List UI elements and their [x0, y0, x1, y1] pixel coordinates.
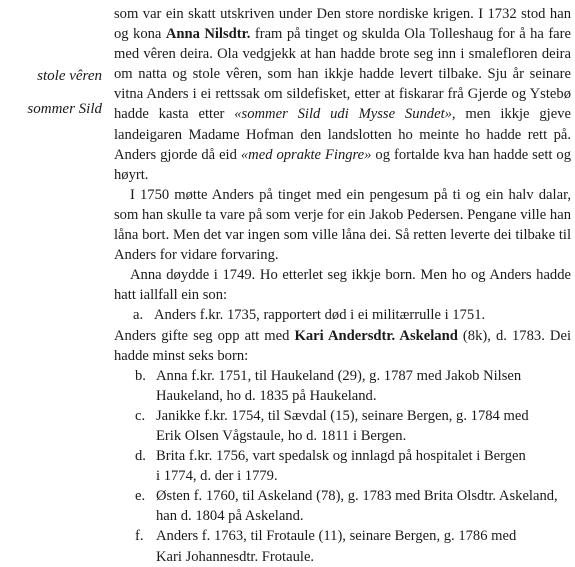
list-text: Anders f.kr. 1735, rapportert død i ei militærrulle i 1751.	[154, 307, 486, 324]
paragraph-2: I 1750 møtte Anders på tinget med ein pengesum på ti og ein halv dalar, som han skulle ta vare på som verje for ein Jakob Pedersen. Pengane ville han låna bort. Men det var ingen som ville låna dei. Så retten leverte dei tilbake til Anders for vidare forvaring.	[114, 186, 571, 264]
list-line-2: Erik Olsen Vågstaule, ho d. 1811 i Bergen.	[156, 427, 407, 444]
paragraph-4	[114, 326, 571, 366]
list-item-f	[114, 526, 571, 566]
list-line-1: Anna f.kr. 1751, til Haukeland (29), g. 1787 med Jakob Nilsen	[156, 367, 522, 384]
list-line-2: Kari Johannesdtr. Frotaule.	[156, 548, 315, 565]
paragraph-1-text-1: som var ein skatt utskriven under Den store nordiske krigen. I 1732 stod han og kona	[114, 6, 571, 43]
list-label: f.	[135, 528, 144, 545]
list-line-1: Anders f. 1763, til Frotaule (11), seinare Bergen, g. 1786 med	[156, 528, 517, 545]
paragraph-4-text-1: Anders gifte seg opp att med	[114, 327, 295, 344]
person-name-anna: Anna Nilsdtr.	[165, 26, 251, 43]
list-line-1: Janikke f.kr. 1754, til Sævdal (15), seinare Bergen, g. 1784 med	[156, 407, 529, 424]
list-item-e	[114, 486, 571, 526]
list-item-a	[114, 305, 571, 325]
person-name-kari: Kari Andersdtr. Askeland	[294, 327, 458, 344]
paragraph-1	[114, 4, 571, 185]
paragraph-1-text-2: fram på tinget og skulda Ola Tolleshaug for å ha fare med vêren deira. Ola vedgjekk at han hadde brote seg inn i smalefloren deira om natta og stole vêren, som han ikkje hadde levert tilbake. Sju år seinare vitna Anders i ei rettssak om sildefisket, etter at fiskarar frå Gjerde og Ystebø hadde kasta etter	[114, 26, 571, 123]
paragraph-4-text-2: (8k), d. 1783. Dei hadde minst seks born:	[114, 327, 572, 364]
list-label: d.	[135, 448, 146, 465]
list-label: c.	[135, 407, 146, 424]
margin-note-sommer-sild: sommer Sild	[27, 101, 102, 117]
quote-sommer-sild: «sommer Sild udi Mysse Sundet»	[234, 106, 452, 123]
margin-note-stole-veren: stole vêren	[37, 68, 102, 84]
list-line-2: i 1774, d. der i 1779.	[156, 468, 278, 485]
paragraph-1-text-3: , men ikkje gjeve landeigaren Madame Hofman den landslotten ho meinte ho hadde rett på. Anders gjorde då eid	[114, 106, 571, 163]
list-label: b.	[135, 367, 146, 384]
list-line-2: Haukeland, ho d. 1835 på Haukeland.	[156, 387, 377, 404]
list-item-d	[114, 446, 571, 486]
list-line-1: Brita f.kr. 1756, vart spedalsk og innlagd på hospitalet i Bergen	[156, 448, 526, 465]
paragraph-3: Anna døydde i 1749. Ho etterlet seg ikkje born. Men ho og Anders hadde hatt iallfall ein son:	[114, 267, 571, 304]
quote-oprakte-fingre: «med oprakte Fingre»	[240, 146, 372, 163]
paragraph-1-text-4: og fortalde kva han hadde sett og høyrt.	[114, 146, 571, 183]
main-text	[114, 4, 571, 567]
list-line-2: han d. 1804 på Askeland.	[156, 508, 304, 525]
list-item-b	[114, 366, 571, 406]
list-line-1: Østen f. 1760, til Askeland (78), g. 1783 med Brita Olsdtr. Askeland,	[156, 488, 558, 505]
list-label: e.	[135, 488, 146, 505]
list-label: a.	[133, 307, 144, 324]
list-item-c	[114, 406, 571, 446]
